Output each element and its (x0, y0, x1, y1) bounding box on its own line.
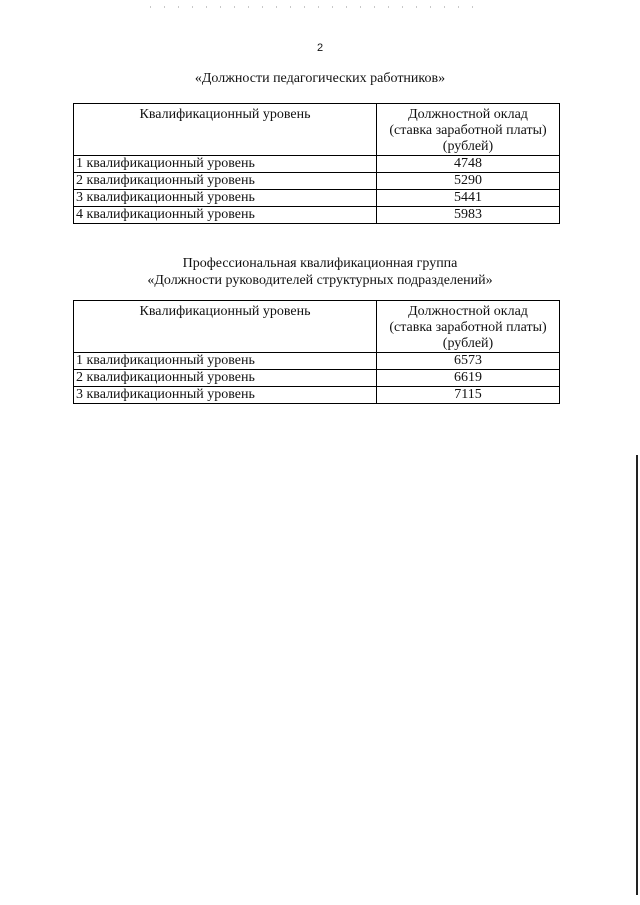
header-salary-line-1: Должностной оклад (408, 107, 528, 122)
table-row (74, 387, 560, 404)
header-salary (377, 104, 560, 156)
header-salary (377, 301, 560, 353)
section-1-title: «Должности педагогических работников» (194, 71, 446, 86)
scan-edge-line (636, 455, 638, 895)
header-salary-line-3: (рублей) (442, 139, 494, 154)
header-level: Квалификационный уровень (74, 301, 377, 353)
table-row (74, 173, 560, 190)
page-number: 2 (316, 42, 324, 54)
row-amount: 6573 (377, 353, 560, 370)
table-header-row (74, 301, 560, 353)
section-2-title-line-1: Профессиональная квалификационная группа (182, 256, 458, 271)
row-amount: 4748 (377, 156, 560, 173)
row-amount: 5290 (377, 173, 560, 190)
header-salary-line-2: (ставка заработной платы) (389, 320, 547, 335)
row-amount: 5983 (377, 207, 560, 224)
table-header-row (74, 104, 560, 156)
header-level: Квалификационный уровень (74, 104, 377, 156)
row-level: 3 квалификационный уровень (74, 190, 377, 207)
header-salary-line-2: (ставка заработной платы) (389, 123, 547, 138)
table-row (74, 370, 560, 387)
table-row (74, 190, 560, 207)
row-level: 1 квалификационный уровень (74, 156, 377, 173)
header-salary-line-3: (рублей) (442, 336, 494, 351)
table-row (74, 156, 560, 173)
row-amount: 5441 (377, 190, 560, 207)
salary-table-managers (73, 300, 560, 404)
header-salary-line-1: Должностной оклад (408, 304, 528, 319)
table-row (74, 353, 560, 370)
row-level: 2 квалификационный уровень (74, 370, 377, 387)
section-2-title-line-2: «Должности руководителей структурных подразделений» (147, 273, 493, 288)
salary-table-pedagogical (73, 103, 560, 224)
table-row (74, 207, 560, 224)
scan-artifact (150, 6, 480, 8)
row-level: 1 квалификационный уровень (74, 353, 377, 370)
row-level: 3 квалификационный уровень (74, 387, 377, 404)
row-level: 4 квалификационный уровень (74, 207, 377, 224)
row-amount: 6619 (377, 370, 560, 387)
row-amount: 7115 (377, 387, 560, 404)
row-level: 2 квалификационный уровень (74, 173, 377, 190)
